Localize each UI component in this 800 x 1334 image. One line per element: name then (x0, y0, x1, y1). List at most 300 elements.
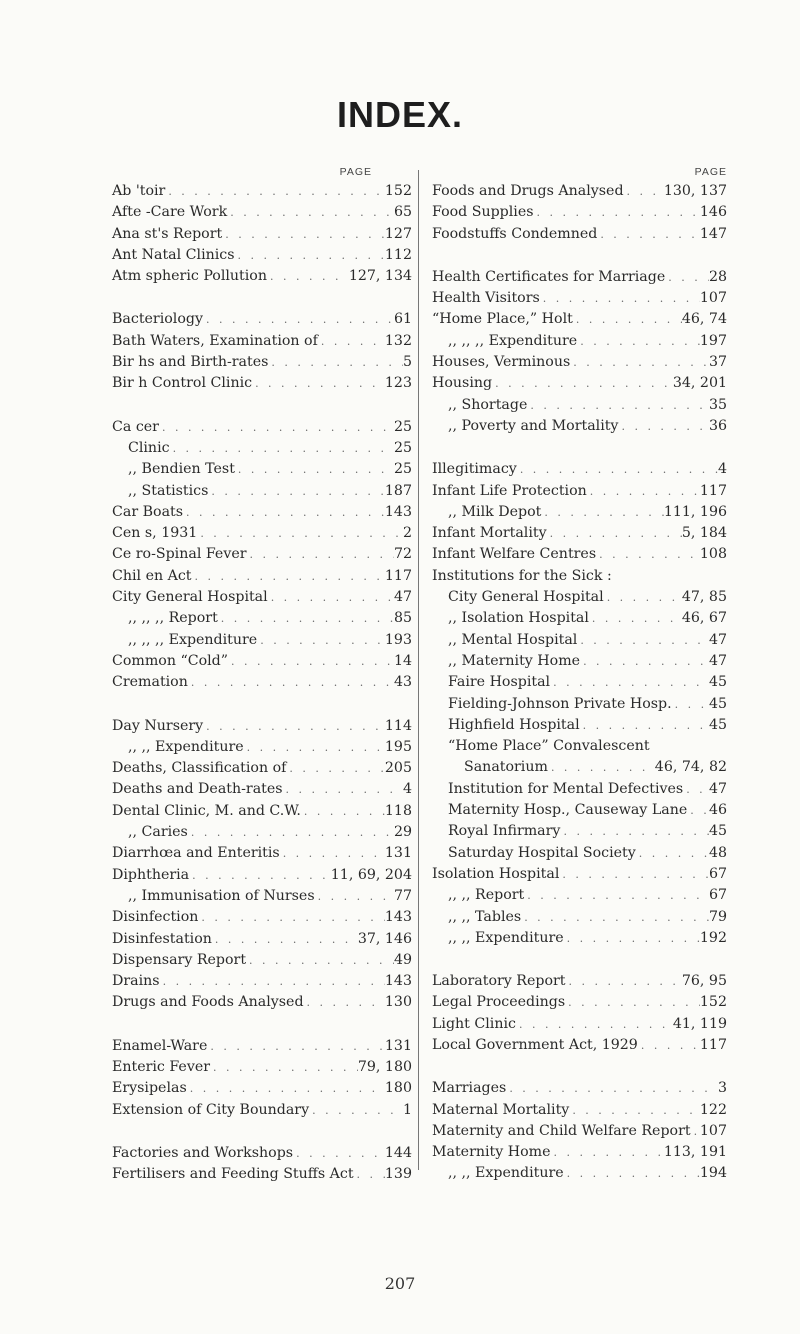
entry-page: 5, 184 (681, 525, 727, 542)
entry-page: 143 (384, 909, 412, 926)
index-entry (432, 331, 727, 352)
index-entry (432, 651, 727, 672)
index-entry (432, 1163, 727, 1184)
dot-leader (683, 780, 709, 800)
dot-leader (183, 503, 385, 523)
index-entry (432, 885, 727, 906)
entry-label: ,, Shortage (448, 396, 528, 413)
entry-label: Faire Hospital (448, 674, 551, 691)
dot-leader (222, 225, 385, 245)
dot-leader (521, 908, 709, 928)
entry-label: ,, ,, Expenditure (448, 929, 564, 946)
index-group (112, 181, 412, 287)
entry-page: 143 (384, 973, 412, 990)
index-entry (432, 1100, 727, 1121)
dot-leader (301, 802, 385, 822)
entry-label: Car Boats (112, 503, 184, 520)
entry-label: Extension of City Boundary (112, 1101, 310, 1118)
entry-label: Drugs and Foods Analysed (112, 994, 304, 1011)
entry-page: 28 (708, 268, 727, 285)
dot-leader (197, 524, 403, 544)
dot-leader (534, 203, 700, 223)
page-column-heading: PAGE (339, 166, 372, 178)
index-entry (432, 779, 727, 800)
entry-page: 130 (384, 994, 412, 1011)
entry-page: 25 (393, 439, 412, 456)
index-entry (112, 843, 412, 864)
entry-label: Deaths, Classification of (112, 760, 287, 777)
index-entry (112, 417, 412, 438)
index-entry (112, 758, 412, 779)
dot-leader (318, 332, 385, 352)
index-group (432, 181, 727, 245)
entry-label: Disinfestation (112, 930, 212, 947)
entry-label: ,, Bendien Test (128, 461, 235, 478)
index-entry (112, 886, 412, 907)
index-entry (432, 373, 727, 394)
dot-leader (227, 203, 394, 223)
dot-leader (280, 844, 385, 864)
entry-label: ,, Milk Depot (448, 503, 542, 520)
index-entry (432, 181, 727, 202)
index-entry (112, 929, 412, 950)
entry-page: 25 (393, 418, 412, 435)
entry-page: 61 (393, 311, 412, 328)
entry-page: 194 (699, 1165, 727, 1182)
entry-label: “Home Place” Convalescent (448, 738, 650, 755)
entry-page: 1 (402, 1101, 412, 1118)
dot-leader (560, 822, 708, 842)
index-entry (112, 523, 412, 544)
entry-label: Health Visitors (432, 290, 540, 307)
entry-page: 131 (384, 845, 412, 862)
entry-label: Health Certificates for Marriage (432, 268, 666, 285)
entry-page: 139 (384, 1166, 412, 1183)
entry-label: ,, ,, Tables (448, 908, 522, 925)
index-entry (112, 950, 412, 971)
dot-leader (203, 310, 394, 330)
index-groups (432, 181, 727, 1185)
index-entry (432, 757, 727, 778)
index-entry (432, 202, 727, 223)
entry-label: Disinfection (112, 909, 199, 926)
index-entry (432, 715, 727, 736)
entry-page: 152 (384, 183, 412, 199)
entry-label: Afte -Care Work (112, 204, 228, 221)
entry-page: 46, 74, 82 (654, 759, 727, 776)
index-entry (112, 672, 412, 693)
entry-page: 43 (393, 674, 412, 691)
entry-page: 46, 74 (681, 311, 727, 328)
entry-label: Saturday Hospital Society (448, 844, 636, 861)
dot-leader (170, 439, 394, 459)
index-entry (432, 352, 727, 373)
entry-label: Deaths and Death-rates (112, 781, 283, 798)
dot-leader (687, 801, 709, 821)
entry-page: 34, 201 (672, 375, 727, 392)
entry-label: Infant Mortality (432, 525, 547, 542)
entry-page: 118 (384, 802, 412, 819)
entry-page: 47 (708, 780, 727, 797)
entry-page: 48 (708, 844, 727, 861)
entry-label: ,, ,, Expenditure (448, 1165, 564, 1182)
entry-page: 5 (402, 354, 412, 371)
entry-page: 45 (708, 695, 727, 712)
index-entry (112, 438, 412, 459)
entry-page: 107 (699, 1122, 727, 1139)
index-entry (432, 1078, 727, 1099)
dot-leader (597, 225, 700, 245)
index-entry (432, 907, 727, 928)
index-entry (112, 502, 412, 523)
entry-label: Fertilisers and Feeding Stuffs Act (112, 1166, 354, 1183)
index-group (432, 971, 727, 1056)
dot-leader (589, 609, 682, 629)
dot-leader (665, 268, 709, 288)
entry-page: 197 (699, 332, 727, 349)
index-entry (112, 992, 412, 1013)
entry-label: Institution for Mental Defectives (448, 780, 684, 797)
entry-label: ,, Caries (128, 824, 188, 841)
entry-label: Dental Clinic, M. and C.W. (112, 802, 301, 819)
entry-label: Clinic (128, 439, 170, 456)
index-entry (432, 971, 727, 992)
entry-page: 117 (699, 1036, 727, 1053)
index-entry (432, 672, 727, 693)
index-entry (432, 587, 727, 608)
entry-label: Erysipelas (112, 1080, 187, 1097)
entry-page: 46 (708, 802, 727, 819)
entry-label: ,, ,, Report (448, 887, 525, 904)
entry-label: Bacteriology (112, 311, 203, 328)
entry-page: 152 (699, 994, 727, 1011)
entry-label: Dispensary Report (112, 951, 247, 968)
entry-label: Diphtheria (112, 866, 190, 883)
index-entry (432, 267, 727, 288)
dot-leader (540, 289, 700, 309)
entry-label: Common “Cold” (112, 652, 229, 669)
index-column-left (112, 163, 412, 1207)
entry-page: 79 (708, 908, 727, 925)
index-entry (432, 224, 727, 245)
dot-leader (160, 972, 385, 992)
entry-label: Cen s, 1931 (112, 525, 198, 542)
entry-label: Bir hs and Birth-rates (112, 354, 269, 371)
index-entry (432, 544, 727, 565)
dot-leader (293, 1144, 385, 1164)
entry-label: Chil en Act (112, 567, 192, 584)
entry-page: 205 (384, 760, 412, 777)
dot-leader (524, 886, 709, 906)
index-entry (432, 1142, 727, 1163)
index-group (112, 1143, 412, 1186)
entry-page: 180 (384, 1080, 412, 1097)
entry-page: 195 (384, 738, 412, 755)
dot-leader (198, 908, 385, 928)
entry-page: 65 (393, 204, 412, 221)
entry-page: 11, 69, 204 (330, 866, 412, 883)
index-entry (432, 843, 727, 864)
entry-label: Ana st's Report (112, 225, 223, 242)
entry-label: Sanatorium (464, 759, 548, 776)
entry-page: 4 (717, 461, 727, 478)
dot-leader (573, 310, 682, 330)
entry-label: Factories and Workshops (112, 1144, 294, 1161)
entry-label: Light Clinic (432, 1015, 516, 1032)
index-entry (112, 1036, 412, 1057)
dot-leader (246, 951, 394, 971)
index-entry (432, 481, 727, 502)
entry-label: Day Nursery (112, 717, 204, 734)
dot-leader (580, 652, 709, 672)
dot-leader (207, 1037, 385, 1057)
entry-page: 108 (699, 546, 727, 563)
entry-label: Enteric Fever (112, 1058, 211, 1075)
entry-page: 77 (393, 887, 412, 904)
entry-page: 123 (384, 375, 412, 392)
dot-leader (565, 972, 681, 992)
entry-page: 29 (393, 824, 412, 841)
entry-label: Cremation (112, 674, 188, 691)
entry-label: Highfield Hospital (448, 716, 580, 733)
entry-page: 147 (699, 225, 727, 242)
index-entry (112, 245, 412, 266)
index-group (432, 459, 727, 949)
dot-leader (315, 887, 394, 907)
dot-leader (159, 418, 394, 438)
index-entry (112, 1100, 412, 1121)
entry-page: 45 (708, 674, 727, 691)
index-entry (432, 694, 727, 715)
dot-leader (268, 588, 394, 608)
entry-label: Diarrhœa and Enteritis (112, 845, 280, 862)
dot-leader (517, 460, 718, 480)
entry-page: 41, 119 (672, 1015, 727, 1032)
entry-label: ,, Statistics (128, 482, 209, 499)
entry-label: ,, ,, ,, Expenditure (128, 631, 258, 648)
entry-label: Ab 'toir (112, 183, 166, 199)
dot-leader (252, 374, 385, 394)
entry-page: 35 (708, 396, 727, 413)
dot-leader (587, 482, 700, 502)
index-entry (432, 523, 727, 544)
index-entry (432, 1035, 727, 1056)
entry-label: ,, Mental Hospital (448, 631, 578, 648)
dot-leader (244, 738, 385, 758)
index-entry (112, 352, 412, 373)
dot-leader (604, 588, 682, 608)
entry-label: Ca cer (112, 418, 159, 435)
index-entry (112, 202, 412, 223)
entry-label: Fielding-Johnson Private Hosp. (448, 695, 672, 712)
index-group (112, 309, 412, 394)
entry-page: 4 (402, 781, 412, 798)
dot-leader (192, 567, 385, 587)
index-entry (112, 1078, 412, 1099)
index-entry (112, 331, 412, 352)
dot-leader (596, 545, 700, 565)
dot-leader (304, 993, 385, 1013)
dot-leader (228, 652, 394, 672)
dot-leader (187, 1079, 385, 1099)
dot-leader (672, 695, 709, 715)
entry-page: 47, 85 (681, 589, 727, 606)
entry-label: Local Government Act, 1929 (432, 1036, 638, 1053)
entry-page: 114 (384, 717, 412, 734)
entry-page: 45 (708, 823, 727, 840)
dot-leader (516, 1015, 673, 1035)
dot-leader (286, 759, 384, 779)
entry-page: 130, 137 (663, 183, 727, 199)
index-entry (112, 266, 412, 287)
column-divider (418, 170, 419, 1170)
dot-leader (218, 609, 394, 629)
entry-page: 132 (384, 332, 412, 349)
entry-page: 127, 134 (348, 268, 412, 285)
index-group (432, 267, 727, 437)
dot-leader (188, 823, 394, 843)
entry-label: “Home Place,” Holt (432, 311, 573, 328)
dot-leader (624, 182, 664, 202)
entry-page: 76, 95 (681, 973, 727, 990)
entry-page: 49 (393, 951, 412, 968)
dot-leader (580, 716, 709, 736)
dot-leader (189, 866, 331, 886)
entry-label: City General Hospital (448, 589, 604, 606)
index-entry (112, 779, 412, 800)
dot-leader (565, 993, 700, 1013)
dot-leader (188, 673, 394, 693)
entry-label: ,, Maternity Home (448, 652, 581, 669)
entry-label: Housing (432, 375, 493, 392)
index-entry (112, 971, 412, 992)
dot-leader (577, 631, 709, 651)
index-entry (112, 608, 412, 629)
dot-leader (283, 780, 403, 800)
index-column-right (432, 163, 727, 1207)
index-entry (112, 737, 412, 758)
index-group (112, 417, 412, 694)
dot-leader (354, 1165, 385, 1185)
entry-label: ,, ,, ,, Report (128, 610, 218, 627)
entry-page: 79, 180 (357, 1058, 412, 1075)
dot-leader (541, 503, 663, 523)
entry-label: Laboratory Report (432, 973, 566, 990)
dot-leader (547, 524, 682, 544)
entry-label: ,, ,, ,, Expenditure (448, 332, 578, 349)
index-entry (112, 224, 412, 245)
entry-page: 67 (708, 887, 727, 904)
dot-leader (564, 929, 700, 949)
dot-leader (235, 246, 385, 266)
entry-page: 46, 67 (681, 610, 727, 627)
index-entry (112, 907, 412, 928)
index-group (112, 716, 412, 1014)
entry-page: 2 (402, 525, 412, 542)
entry-page: 117 (384, 567, 412, 584)
page-title: INDEX. (336, 94, 464, 135)
entry-label: Institutions for the Sick : (432, 567, 612, 584)
index-entry (112, 630, 412, 651)
dot-leader (210, 1058, 358, 1078)
dot-leader (208, 482, 385, 502)
entry-page: 113, 191 (663, 1144, 727, 1161)
index-entry (112, 1057, 412, 1078)
dot-leader (309, 1101, 403, 1121)
index-entry (432, 459, 727, 480)
entry-page: 192 (699, 929, 727, 946)
index-entry (112, 716, 412, 737)
index-group (432, 1078, 727, 1184)
index-entry (432, 992, 727, 1013)
entry-label: Bir h Control Clinic (112, 375, 253, 392)
entry-page: 122 (699, 1101, 727, 1118)
entry-label: ,, Immunisation of Nurses (128, 887, 315, 904)
entry-label: Marriages (432, 1080, 507, 1097)
index-entry (432, 608, 727, 629)
dot-leader (492, 374, 673, 394)
index-entry (112, 865, 412, 886)
dot-leader (551, 1143, 664, 1163)
dot-leader (570, 353, 709, 373)
dot-leader (564, 1164, 700, 1184)
index-entry (432, 309, 727, 330)
index-entry (432, 1014, 727, 1035)
entry-page: 72 (393, 546, 412, 563)
entry-label: Bath Waters, Examination of (112, 332, 318, 349)
entry-label: Food Supplies (432, 204, 534, 221)
entry-page: 14 (393, 652, 412, 669)
entry-page: 146 (699, 204, 727, 221)
index-entry (432, 800, 727, 821)
index-group (112, 1036, 412, 1121)
entry-page: 85 (393, 610, 412, 627)
index-entry (432, 395, 727, 416)
entry-page: 47 (708, 652, 727, 669)
entry-page: 3 (717, 1080, 727, 1097)
entry-page: 143 (384, 503, 412, 520)
entry-label: ,, ,, Expenditure (128, 738, 244, 755)
page-column-heading: PAGE (694, 166, 727, 178)
dot-leader (569, 1101, 700, 1121)
dot-leader (267, 267, 349, 287)
entry-label: Maternity Hosp., Causeway Lane (448, 802, 688, 819)
index-entry (432, 566, 727, 587)
entry-label: Infant Welfare Centres (432, 546, 597, 563)
entry-page: 112 (384, 246, 412, 263)
dot-leader (268, 353, 403, 373)
dot-leader (618, 417, 708, 437)
dot-leader (691, 1122, 700, 1142)
entry-page: 187 (384, 482, 412, 499)
entry-label: Enamel-Ware (112, 1037, 208, 1054)
index-entry (112, 481, 412, 502)
index-entry (112, 651, 412, 672)
dot-leader (559, 865, 709, 885)
index-entry (432, 416, 727, 437)
index-entry (112, 566, 412, 587)
index-entry (432, 630, 727, 651)
index-entry (112, 801, 412, 822)
index-entry (112, 544, 412, 565)
dot-leader (235, 460, 394, 480)
index-entry (432, 288, 727, 309)
entry-page: 127 (384, 225, 412, 242)
entry-label: Isolation Hospital (432, 865, 560, 882)
index-entry (112, 1164, 412, 1185)
entry-label: Foods and Drugs Analysed (432, 183, 624, 199)
entry-label: Infant Life Protection (432, 482, 587, 499)
